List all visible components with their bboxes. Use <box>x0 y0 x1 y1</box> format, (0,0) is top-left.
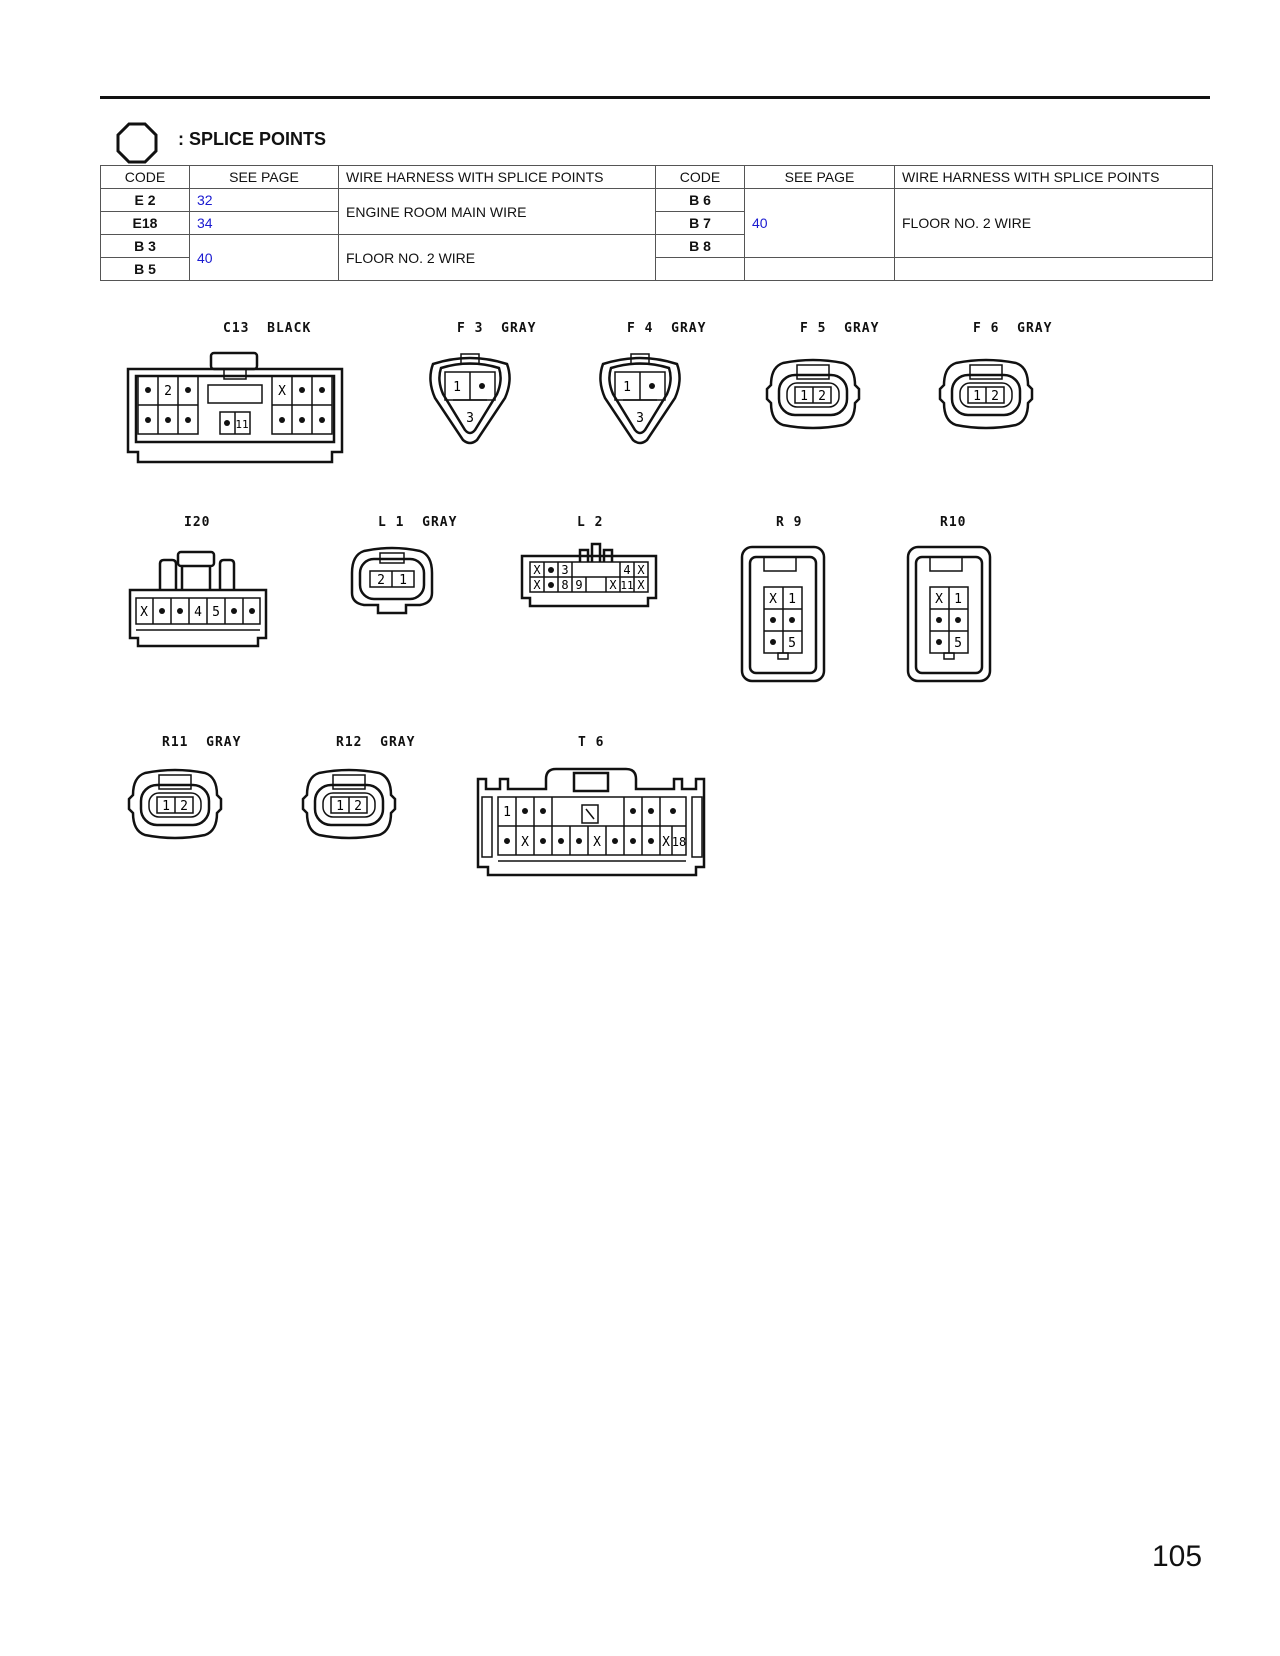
code-cell: B 3 <box>101 235 190 258</box>
see-page-link[interactable]: 40 <box>745 189 895 258</box>
pin-label: 1 <box>623 380 631 395</box>
pin-label: 1 <box>399 573 407 588</box>
connector-l1-diagram <box>348 545 436 619</box>
table-row <box>101 189 1213 212</box>
pin-label: X <box>609 578 617 592</box>
pin-label: X <box>769 592 777 607</box>
pin-label: 3 <box>466 411 474 426</box>
pin-label: 11 <box>235 418 249 431</box>
pin-label: 2 <box>180 799 188 814</box>
pin-label: 18 <box>671 835 687 849</box>
pin-label: 4 <box>194 605 202 620</box>
connector-r11-diagram <box>127 765 223 841</box>
connector-f4-diagram <box>595 350 685 448</box>
code-cell: B 6 <box>656 189 745 212</box>
pin-label: 5 <box>954 636 962 651</box>
pin-label: X <box>521 835 529 850</box>
pin-label: 1 <box>453 380 461 395</box>
pin-label: X <box>637 578 645 592</box>
splice-points-title: : SPLICE POINTS <box>178 129 327 149</box>
see-page-link[interactable]: 40 <box>190 235 339 281</box>
pin-label: 1 <box>788 592 796 607</box>
code-cell: B 7 <box>656 212 745 235</box>
header-see-page: SEE PAGE <box>190 166 339 189</box>
connector-r10-diagram <box>906 545 992 685</box>
splice-points-table <box>100 165 1213 281</box>
pin-label: 1 <box>503 805 511 820</box>
see-page-link[interactable]: 32 <box>190 189 339 212</box>
connector-c13-diagram <box>124 350 346 468</box>
header-code: CODE <box>656 166 745 189</box>
connector-l2-diagram <box>518 540 660 614</box>
pin-label: X <box>935 592 943 607</box>
pin-label: 1 <box>800 389 808 404</box>
pin-label: 11 <box>620 579 634 592</box>
pin-label: X <box>140 605 148 620</box>
pin-label: 5 <box>788 636 796 651</box>
connector-f3-diagram <box>425 350 515 448</box>
connector-t6-diagram <box>476 765 708 881</box>
pin-label: 8 <box>561 578 569 592</box>
pin-label: 2 <box>818 389 826 404</box>
connector-label-l1: L 1 GRAY <box>378 515 458 530</box>
pin-label: 1 <box>336 799 344 814</box>
empty-cell <box>745 258 895 281</box>
see-page-link[interactable]: 34 <box>190 212 339 235</box>
empty-cell <box>656 258 745 281</box>
pin-label: 1 <box>162 799 170 814</box>
pin-label: 2 <box>377 573 385 588</box>
connector-label-f3: F 3 GRAY <box>457 321 537 336</box>
connector-label-t6: T 6 <box>578 735 605 750</box>
pin-label: X <box>533 578 541 592</box>
connector-r12-diagram <box>301 765 397 841</box>
connector-label-r12: R12 GRAY <box>336 735 416 750</box>
connector-label-l2: L 2 <box>577 515 604 530</box>
code-cell: B 8 <box>656 235 745 258</box>
connector-label-f6: F 6 GRAY <box>973 321 1053 336</box>
connector-label-r11: R11 GRAY <box>162 735 242 750</box>
pin-label: 1 <box>973 389 981 404</box>
pin-label: X <box>593 835 601 850</box>
header-wire-harness: WIRE HARNESS WITH SPLICE POINTS <box>339 166 656 189</box>
empty-cell <box>895 258 1213 281</box>
pin-label: 2 <box>991 389 999 404</box>
header-wire-harness: WIRE HARNESS WITH SPLICE POINTS <box>895 166 1213 189</box>
top-rule <box>100 96 1210 99</box>
header-see-page: SEE PAGE <box>745 166 895 189</box>
code-cell: E 2 <box>101 189 190 212</box>
connector-r9-diagram <box>740 545 826 685</box>
pin-label: 5 <box>212 605 220 620</box>
pin-label: X <box>637 563 645 577</box>
pin-label: 3 <box>636 411 644 426</box>
connector-label-f5: F 5 GRAY <box>800 321 880 336</box>
connector-label-r9: R 9 <box>776 515 803 530</box>
table-header-row <box>101 166 1213 189</box>
pin-label: 2 <box>164 384 172 399</box>
connector-label-r10: R10 <box>940 515 967 530</box>
connector-label-c13: C13 BLACK <box>223 321 312 336</box>
pin-label: X <box>662 835 670 850</box>
pin-label: 1 <box>954 592 962 607</box>
harness-cell: FLOOR NO. 2 WIRE <box>895 189 1213 258</box>
connector-f5-diagram <box>765 355 861 431</box>
connector-label-f4: F 4 GRAY <box>627 321 707 336</box>
pin-label: 4 <box>623 563 631 577</box>
octagon-splice-icon <box>116 122 158 164</box>
pin-label: 9 <box>575 578 583 592</box>
connector-i20-diagram <box>126 550 270 650</box>
header-code: CODE <box>101 166 190 189</box>
pin-label: X <box>278 384 286 399</box>
code-cell: E18 <box>101 212 190 235</box>
harness-cell: ENGINE ROOM MAIN WIRE <box>339 189 656 235</box>
page-number: 105 <box>1152 1540 1203 1573</box>
pin-label: X <box>533 563 541 577</box>
connector-f6-diagram <box>938 355 1034 431</box>
pin-label: 3 <box>561 563 569 577</box>
harness-cell: FLOOR NO. 2 WIRE <box>339 235 656 281</box>
connector-label-i20: I20 <box>184 515 211 530</box>
code-cell: B 5 <box>101 258 190 281</box>
pin-label: 2 <box>354 799 362 814</box>
